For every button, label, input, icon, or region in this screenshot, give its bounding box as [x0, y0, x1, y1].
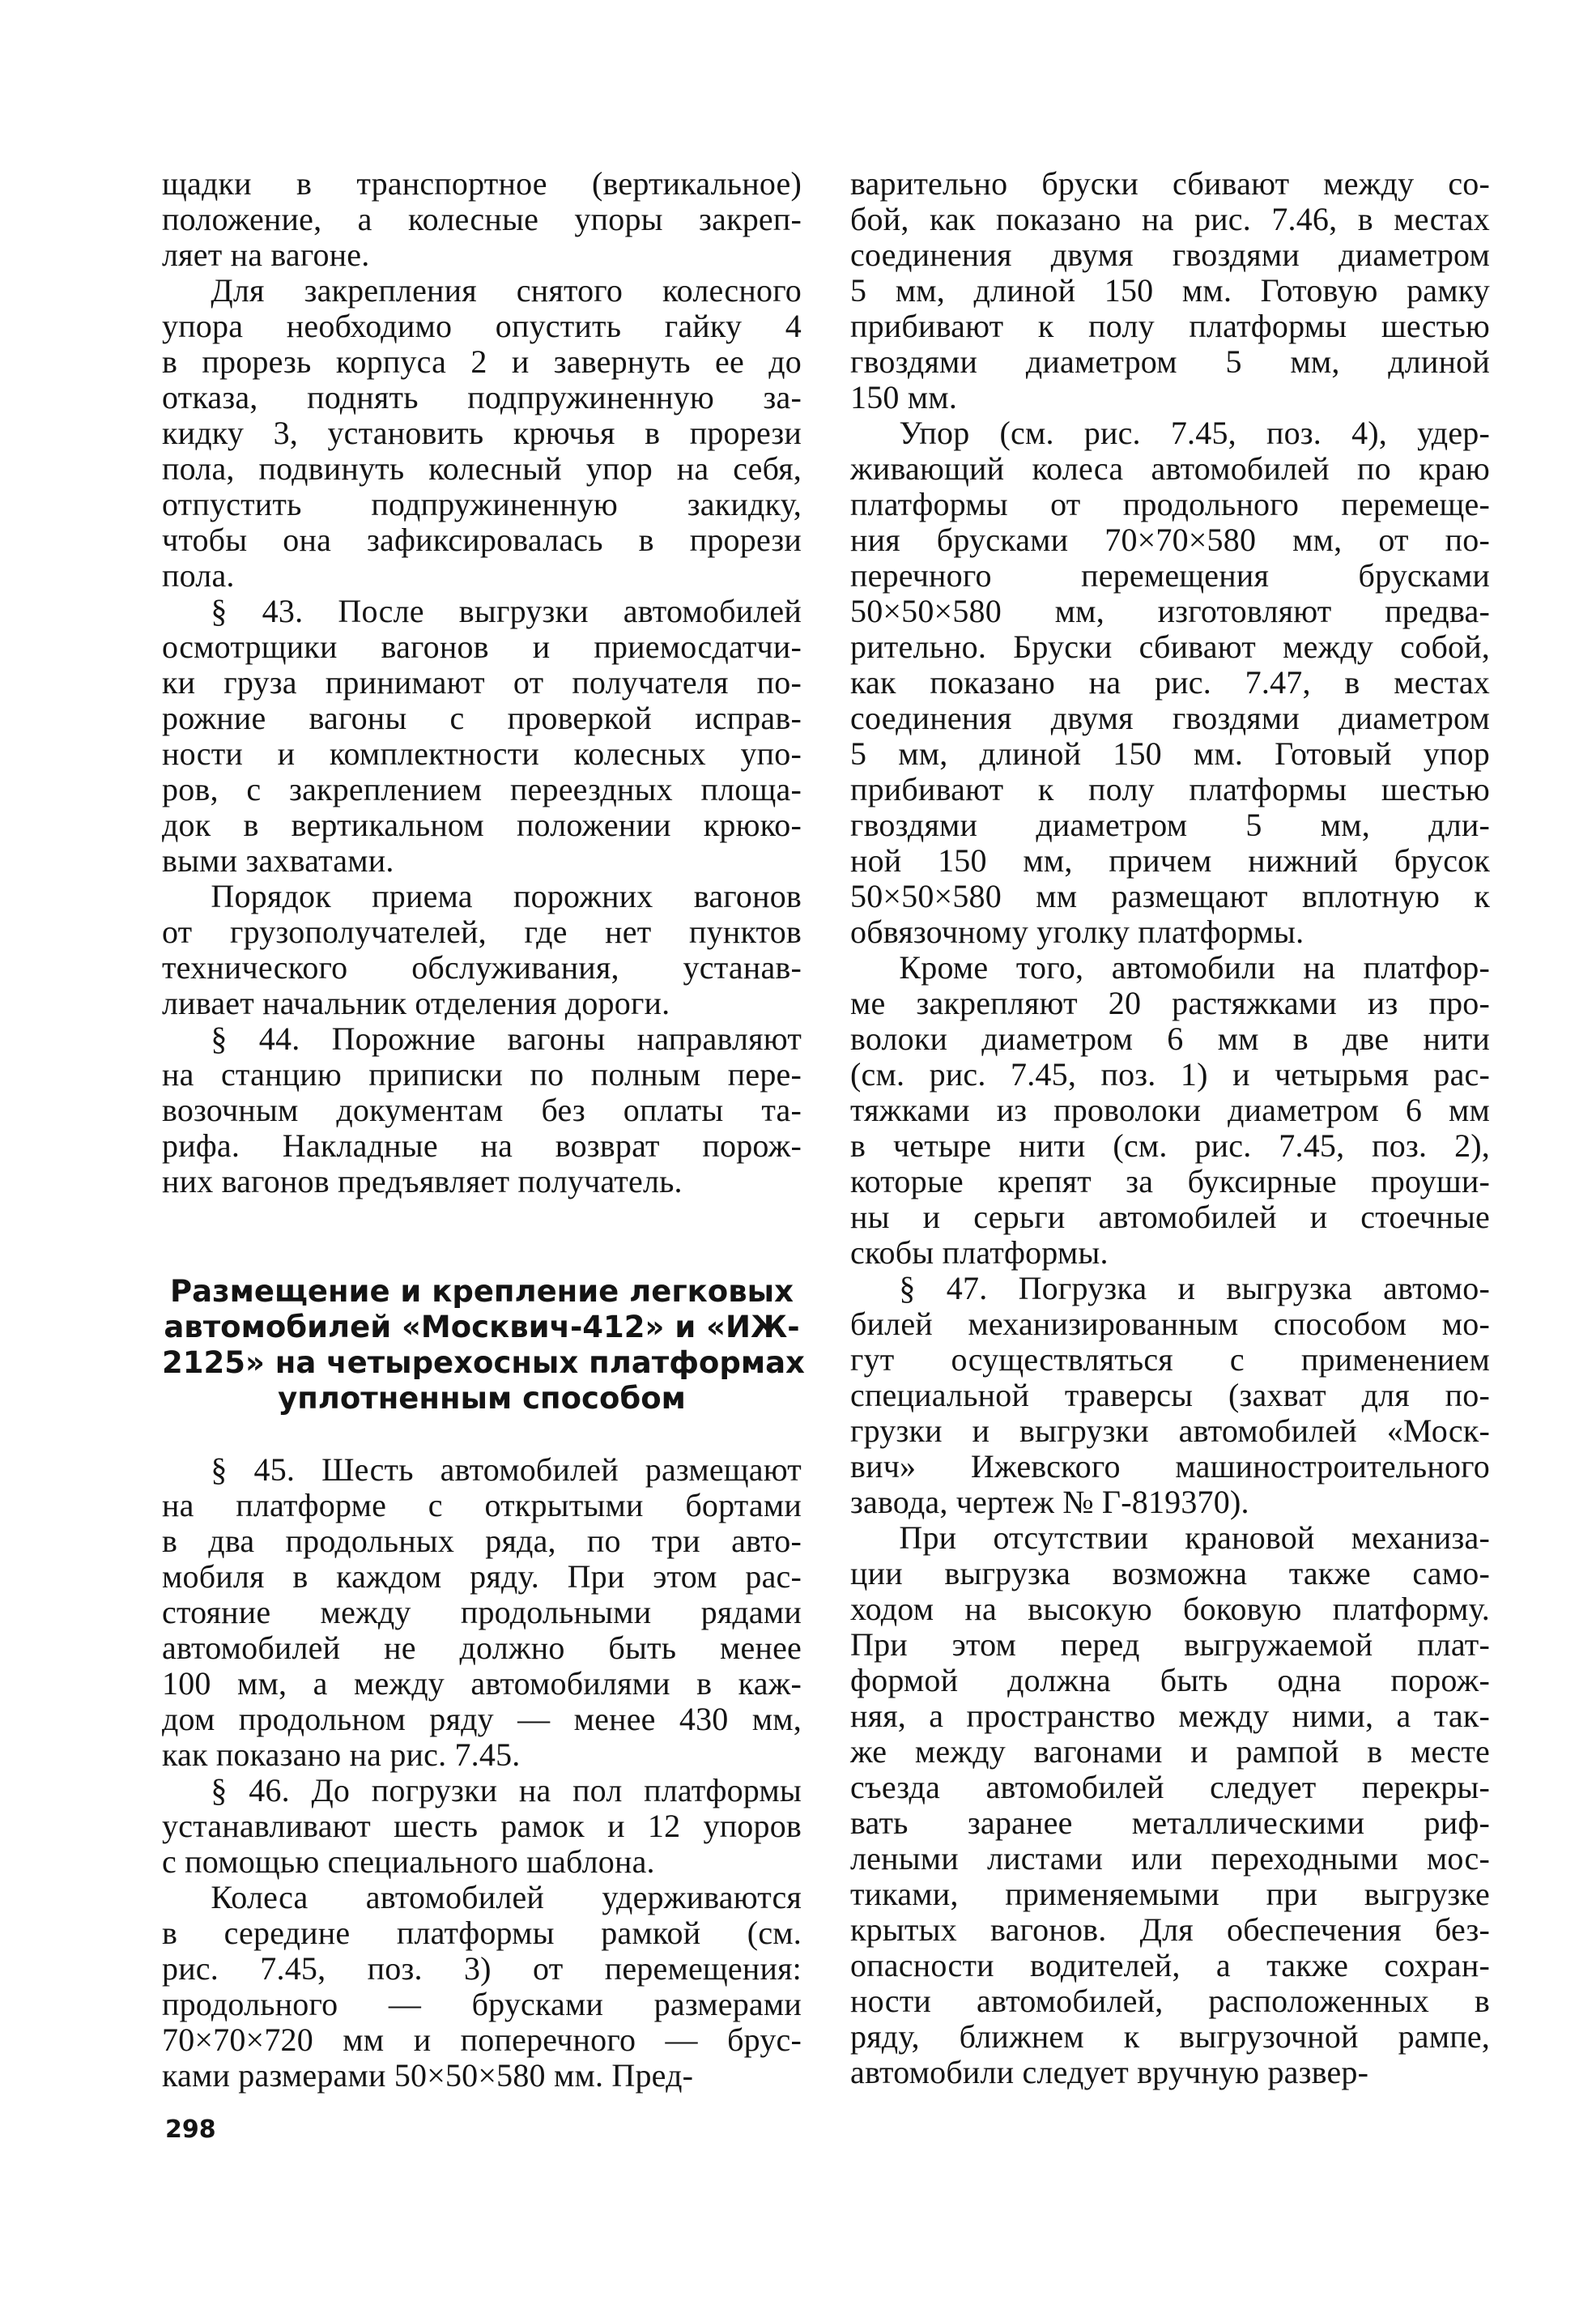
- text-line: съезда автомобилей следует перекры-: [850, 1769, 1490, 1805]
- text-line: гут осуществляться с применением: [850, 1341, 1490, 1378]
- text-line: рительно. Бруски сбивают между собой,: [850, 628, 1490, 665]
- text-line: выми захватами.: [162, 842, 394, 879]
- text-line: волоки диаметром 6 мм в две нити: [850, 1020, 1490, 1057]
- text-line: Кроме того, автомобили на платфор-: [850, 949, 1490, 986]
- text-line: 70×70×720 мм и поперечного — брус-: [162, 2021, 802, 2058]
- text-line: При этом перед выгружаемой плат-: [850, 1626, 1490, 1663]
- text-line: ния брусками 70×70×580 мм, от по-: [850, 522, 1490, 558]
- text-line: рифа. Накладные на возврат порож-: [162, 1127, 802, 1164]
- paragraph: [162, 1021, 802, 1199]
- text-line: ров, с закреплением переездных площа-: [162, 771, 802, 807]
- text-line: в середине платформы рамкой (см.: [162, 1915, 802, 1951]
- text-line: пола.: [162, 557, 235, 594]
- text-line: док в вертикальном положении крюко-: [162, 807, 802, 843]
- text-line: продольного — брусками размерами: [162, 1986, 802, 2022]
- text-line: ляет на вагоне.: [162, 236, 370, 273]
- text-line: ной 150 мм, причем нижний брусок: [850, 842, 1490, 879]
- text-line: возочным документам без оплаты та-: [162, 1092, 802, 1128]
- text-line: дом продольном ряду — менее 430 мм,: [162, 1701, 802, 1737]
- text-line: 50×50×580 мм, изготовляют предва-: [850, 593, 1490, 629]
- text-line: осмотрщики вагонов и приемосдатчи-: [162, 628, 802, 665]
- text-line: щадки в транспортное (вертикальное): [162, 165, 802, 202]
- text-line: как показано на рис. 7.45.: [162, 1736, 521, 1773]
- text-line: § 45. Шесть автомобилей размещают: [162, 1451, 802, 1488]
- text-line: тяжками из проволоки диаметром 6 мм: [850, 1092, 1490, 1128]
- section-heading: [162, 1274, 805, 1416]
- text-line: ны и серьги автомобилей и стоечные: [850, 1199, 1490, 1235]
- text-line: ки груза принимают от получателя по-: [162, 664, 802, 701]
- text-line: крытых вагонов. Для обеспечения без-: [850, 1911, 1490, 1948]
- text-line: них вагонов предъявляет получатель.: [162, 1163, 683, 1199]
- text-line: устанавливают шесть рамок и 12 упоров: [162, 1808, 802, 1844]
- text-line: ливает начальник отделения дороги.: [162, 985, 670, 1021]
- text-line: на станцию приписки по полным пере-: [162, 1056, 802, 1093]
- text-line: Колеса автомобилей удерживаются: [162, 1879, 802, 1915]
- text-line: автомобили следует вручную развер-: [850, 2054, 1369, 2090]
- text-line: 5 мм, длиной 150 мм. Готовую рамку: [850, 272, 1490, 309]
- text-line: (см. рис. 7.45, поз. 1) и четырьмя рас-: [850, 1056, 1490, 1093]
- text-line: гвоздями диаметром 5 мм, дли-: [850, 807, 1490, 843]
- text-line: автомобилей «Москвич-412» и «ИЖ-: [164, 1310, 800, 1344]
- text-line: которые крепят за буксирные проуши-: [850, 1163, 1490, 1199]
- text-line: же между вагонами и рампой в месте: [850, 1733, 1490, 1770]
- text-line: уплотненным способом: [278, 1381, 686, 1416]
- text-line: как показано на рис. 7.47, в местах: [850, 664, 1490, 701]
- paragraph: [162, 594, 802, 879]
- text-line: кидку 3, установить крючья в прорези: [162, 415, 802, 451]
- text-line: 100 мм, а между автомобилями в каж-: [162, 1665, 802, 1702]
- text-line: положение, а колесные упоры закреп-: [162, 201, 802, 237]
- text-line: от грузополучателей, где нет пунктов: [162, 914, 802, 950]
- text-line: варительно бруски сбивают между со-: [850, 165, 1490, 202]
- text-line: специальной траверсы (захват для по-: [850, 1377, 1490, 1413]
- text-line: гвоздями диаметром 5 мм, длиной: [850, 343, 1490, 380]
- text-line: грузки и выгрузки автомобилей «Моск-: [850, 1412, 1490, 1449]
- text-line: прибивают к полу платформы шестью: [850, 771, 1490, 807]
- text-line: бой, как показано на рис. 7.46, в местах: [850, 201, 1490, 237]
- text-line: технического обслуживания, устанав-: [162, 949, 802, 986]
- text-line: 5 мм, длиной 150 мм. Готовый упор: [850, 735, 1490, 772]
- text-line: ходом на высокую боковую платформу.: [850, 1591, 1490, 1627]
- text-line: формой должна быть одна порож-: [850, 1662, 1490, 1698]
- text-line: с помощью специального шаблона.: [162, 1843, 655, 1880]
- text-line: отпустить подпружиненную закидку,: [162, 486, 802, 522]
- text-line: вать заранее металлическими риф-: [850, 1804, 1490, 1841]
- text-line: на платформе с открытыми бортами: [162, 1487, 802, 1523]
- text-line: прибивают к полу платформы шестью: [850, 308, 1490, 344]
- text-line: билей механизированным способом мо-: [850, 1306, 1490, 1342]
- text-line: опасности водителей, а также сохран-: [850, 1947, 1490, 1983]
- text-line: Упор (см. рис. 7.45, поз. 4), удер-: [850, 415, 1490, 451]
- paragraph: [162, 879, 802, 1021]
- text-line: перечного перемещения брусками: [850, 557, 1490, 594]
- text-line: в четыре нити (см. рис. 7.45, поз. 2),: [850, 1127, 1490, 1164]
- text-line: завода, чертеж № Г-819370).: [850, 1484, 1249, 1520]
- text-line: отказа, поднять подпружиненную за-: [162, 379, 802, 415]
- paragraph: [850, 1520, 1490, 2090]
- text-line: 2125» на четырехосных платформах: [162, 1345, 805, 1380]
- text-line: пола, подвинуть колесный упор на себя,: [162, 450, 802, 487]
- text-line: в два продольных ряда, по три авто-: [162, 1523, 802, 1559]
- text-line: рис. 7.45, поз. 3) от перемещения:: [162, 1950, 802, 1987]
- text-line: упора необходимо опустить гайку 4: [162, 308, 802, 344]
- text-line: платформы от продольного перемеще-: [850, 486, 1490, 522]
- text-line: Для закрепления снятого колесного: [162, 272, 802, 309]
- text-line: мобиля в каждом ряду. При этом рас-: [162, 1558, 802, 1595]
- text-line: Размещение и крепление легковых: [170, 1274, 794, 1309]
- text-line: леными листами или переходными мос-: [850, 1840, 1490, 1877]
- text-line: 50×50×580 мм размещают вплотную к: [850, 878, 1490, 914]
- paragraph: [850, 415, 1490, 950]
- text-line: в прорезь корпуса 2 и завернуть ее до: [162, 343, 802, 380]
- text-line: § 47. Погрузка и выгрузка автомо-: [850, 1270, 1490, 1306]
- paragraph: [850, 1271, 1490, 1520]
- text-line: Порядок приема порожних вагонов: [162, 878, 802, 914]
- text-line: чтобы она зафиксировалась в прорези: [162, 522, 802, 558]
- text-line: соединения двумя гвоздями диаметром: [850, 236, 1490, 273]
- paragraph: [162, 1452, 802, 1773]
- text-line: скобы платформы.: [850, 1234, 1109, 1271]
- text-line: ности автомобилей, расположенных в: [850, 1983, 1490, 2019]
- text-line: При отсутствии крановой механиза-: [850, 1519, 1490, 1556]
- paragraph: [850, 950, 1490, 1271]
- text-line: ции выгрузка возможна также само-: [850, 1555, 1490, 1591]
- paragraph: [162, 1773, 802, 1880]
- left-column: [162, 165, 805, 2094]
- text-line: вич» Ижевского машиностроительного: [850, 1448, 1490, 1485]
- paragraph: [162, 273, 802, 594]
- text-line: соединения двумя гвоздями диаметром: [850, 700, 1490, 736]
- paragraph: [162, 1880, 802, 2094]
- text-line: § 43. После выгрузки автомобилей: [162, 593, 802, 629]
- text-line: обвязочному уголку платформы.: [850, 914, 1304, 950]
- text-line: няя, а пространство между ними, а так-: [850, 1698, 1490, 1734]
- paragraph: [162, 166, 802, 273]
- text-line: тиками, применяемыми при выгрузке: [850, 1876, 1490, 1912]
- text-line: § 46. До погрузки на пол платформы: [162, 1772, 802, 1808]
- text-line: 150 мм.: [850, 379, 958, 415]
- text-line: автомобилей не должно быть менее: [162, 1630, 802, 1666]
- text-line: ности и комплектности колесных упо-: [162, 735, 802, 772]
- text-line: § 44. Порожние вагоны направляют: [162, 1020, 802, 1057]
- text-line: ками размерами 50×50×580 мм. Пред-: [162, 2057, 694, 2094]
- text-line: ме закрепляют 20 растяжками из про-: [850, 985, 1490, 1021]
- text-line: живающий колеса автомобилей по краю: [850, 450, 1490, 487]
- page-number: 298: [165, 2115, 216, 2144]
- text-line: рожние вагоны с проверкой исправ-: [162, 700, 802, 736]
- text-line: ряду, ближнем к выгрузочной рампе,: [850, 2018, 1490, 2055]
- paragraph: [850, 166, 1490, 415]
- right-column: [850, 166, 1490, 2090]
- text-line: стояние между продольными рядами: [162, 1594, 802, 1630]
